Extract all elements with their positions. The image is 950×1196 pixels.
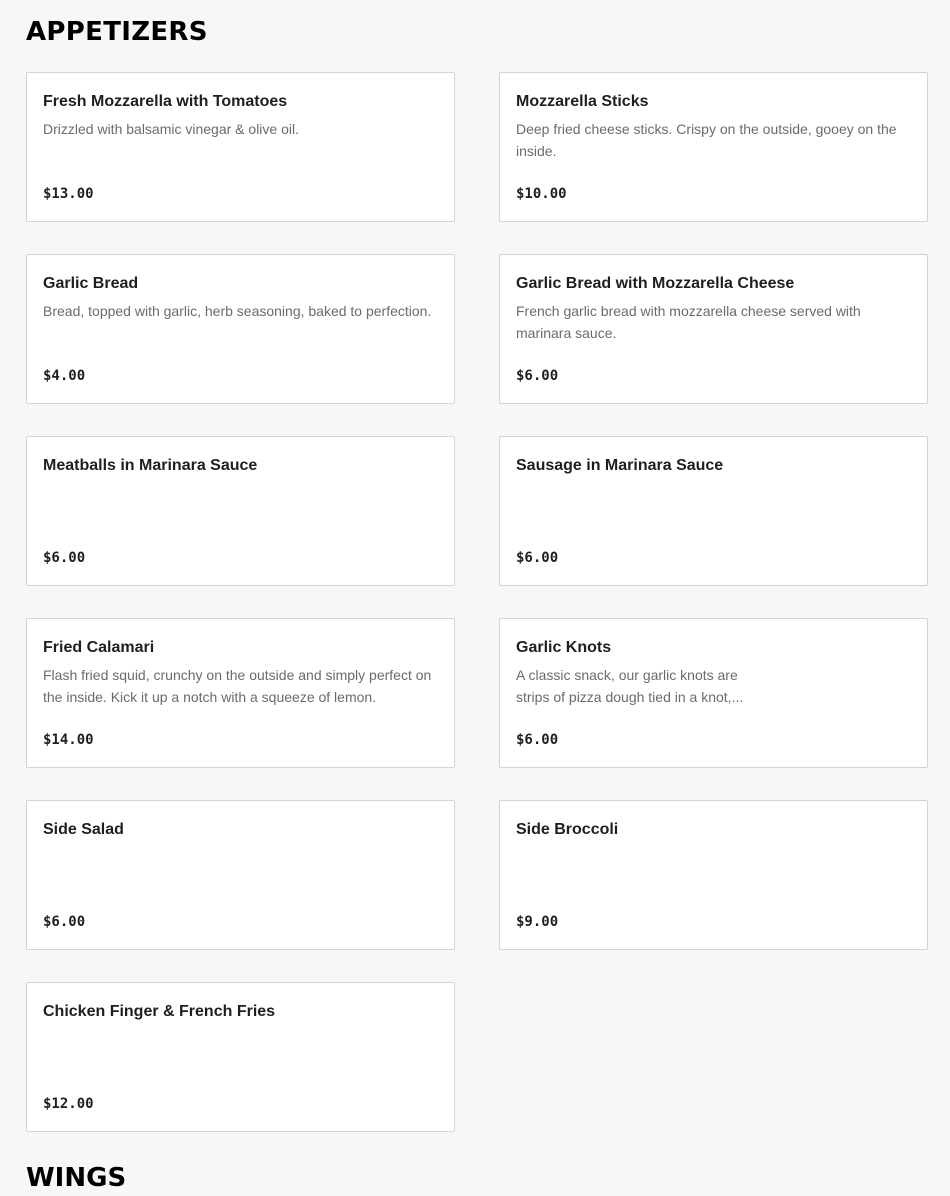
section-title-appetizers: APPETIZERS (26, 17, 208, 47)
menu-item-name: Meatballs in Marinara Sauce (43, 457, 258, 474)
menu-item-price: $6.00 (516, 732, 559, 748)
menu-item-card[interactable] (26, 254, 455, 404)
menu-item-name: Side Salad (43, 821, 124, 838)
menu-item-description: Bread, topped with garlic, herb seasoning, baked to perfection. (43, 303, 432, 319)
menu-items-grid (26, 72, 928, 1132)
menu-item-card[interactable] (499, 800, 928, 950)
menu-item-price: $4.00 (43, 368, 86, 384)
menu-item-description: French garlic bread with mozzarella cheese served with marinara sauce. (516, 303, 861, 341)
section-title-wings: WINGS (26, 1163, 127, 1193)
menu-item-price: $6.00 (516, 550, 559, 566)
menu-item-card[interactable] (26, 618, 455, 768)
menu-item-name: Garlic Bread with Mozzarella Cheese (516, 275, 795, 292)
menu-item-price: $12.00 (43, 1096, 94, 1112)
menu-item-name: Sausage in Marinara Sauce (516, 457, 724, 474)
menu-item-description: Flash fried squid, crunchy on the outside and simply perfect on the inside. Kick it up a notch with a squeeze of lemon. (43, 667, 432, 705)
menu-item-name: Garlic Knots (516, 639, 612, 656)
menu-item-price: $13.00 (43, 186, 94, 202)
menu-item-price: $6.00 (43, 550, 86, 566)
menu-item-name: Fried Calamari (43, 639, 155, 656)
menu-item-card[interactable] (499, 436, 928, 586)
menu-item-card[interactable] (499, 72, 928, 222)
menu-item-card[interactable] (499, 254, 928, 404)
menu-item-name: Side Broccoli (516, 821, 619, 838)
menu-item-price: $6.00 (43, 914, 86, 930)
menu-item-card[interactable] (26, 436, 455, 586)
menu-item-price: $14.00 (43, 732, 94, 748)
menu-item-description: Deep fried cheese sticks. Crispy on the outside, gooey on the inside. (516, 121, 897, 159)
menu-item-card[interactable] (26, 982, 455, 1132)
menu-item-price: $9.00 (516, 914, 559, 930)
menu-item-name: Mozzarella Sticks (516, 93, 649, 110)
menu-item-price: $6.00 (516, 368, 559, 384)
menu-item-name: Garlic Bread (43, 275, 139, 292)
menu-item-name: Chicken Finger & French Fries (43, 1003, 276, 1020)
menu-item-price: $10.00 (516, 186, 567, 202)
menu-item-card[interactable] (26, 72, 455, 222)
menu-item-name: Fresh Mozzarella with Tomatoes (43, 93, 288, 110)
menu-item-description: Drizzled with balsamic vinegar & olive oil. (43, 121, 299, 137)
menu-item-description: A classic snack, our garlic knots are strips of pizza dough tied in a knot,... (516, 667, 744, 705)
menu-item-card[interactable] (26, 800, 455, 950)
menu-item-card[interactable] (499, 618, 928, 768)
